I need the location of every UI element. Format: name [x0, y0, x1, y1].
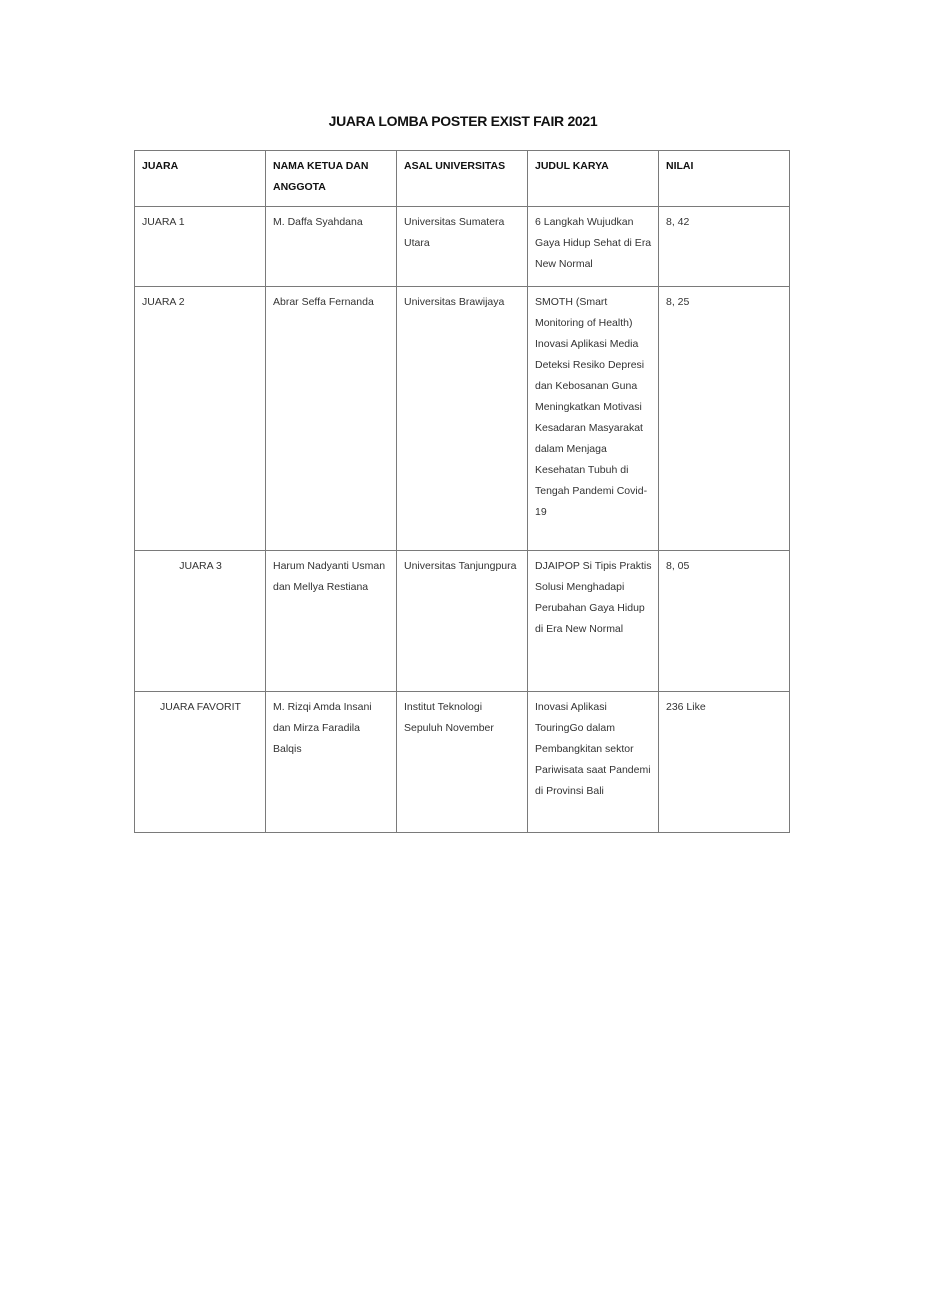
table-row — [135, 287, 790, 551]
cell-nama: Abrar Seffa Fernanda — [266, 287, 397, 551]
header-universitas: ASAL UNIVERSITAS — [397, 151, 528, 207]
table-row — [135, 692, 790, 833]
cell-nama: M. Rizqi Amda Insani dan Mirza Faradila Balqis — [266, 692, 397, 833]
cell-universitas: Universitas Sumatera Utara — [397, 207, 528, 287]
cell-nama: M. Daffa Syahdana — [266, 207, 397, 287]
cell-judul: DJAIPOP Si Tipis Praktis Solusi Menghadapi Perubahan Gaya Hidup di Era New Normal — [528, 551, 659, 692]
table-row — [135, 551, 790, 692]
cell-judul: SMOTH (Smart Monitoring of Health) Inovasi Aplikasi Media Deteksi Resiko Depresi dan Kebosanan Guna Meningkatkan Motivasi Kesadaran Masyarakat dalam Menjaga Kesehatan Tubuh di Tengah Pandemi Covid-19 — [528, 287, 659, 551]
cell-juara: JUARA 1 — [135, 207, 266, 287]
cell-nilai: 8, 42 — [659, 207, 790, 287]
cell-nama: Harum Nadyanti Usman dan Mellya Restiana — [266, 551, 397, 692]
table-header-row — [135, 151, 790, 207]
cell-universitas: Universitas Tanjungpura — [397, 551, 528, 692]
table-row — [135, 207, 790, 287]
cell-judul: Inovasi Aplikasi TouringGo dalam Pembangkitan sektor Pariwisata saat Pandemi di Provinsi Bali — [528, 692, 659, 833]
cell-juara: JUARA 3 — [135, 551, 266, 692]
page-title: JUARA LOMBA POSTER EXIST FAIR 2021 — [328, 113, 598, 129]
header-nama: NAMA KETUA DAN ANGGOTA — [266, 151, 397, 207]
cell-universitas: Institut Teknologi Sepuluh November — [397, 692, 528, 833]
header-juara: JUARA — [135, 151, 266, 207]
cell-judul: 6 Langkah Wujudkan Gaya Hidup Sehat di Era New Normal — [528, 207, 659, 287]
cell-juara: JUARA FAVORIT — [135, 692, 266, 833]
header-nilai: NILAI — [659, 151, 790, 207]
cell-juara: JUARA 2 — [135, 287, 266, 551]
cell-nilai: 8, 05 — [659, 551, 790, 692]
cell-universitas: Universitas Brawijaya — [397, 287, 528, 551]
cell-nilai: 8, 25 — [659, 287, 790, 551]
results-table — [134, 150, 790, 833]
header-judul: JUDUL KARYA — [528, 151, 659, 207]
cell-nilai: 236 Like — [659, 692, 790, 833]
